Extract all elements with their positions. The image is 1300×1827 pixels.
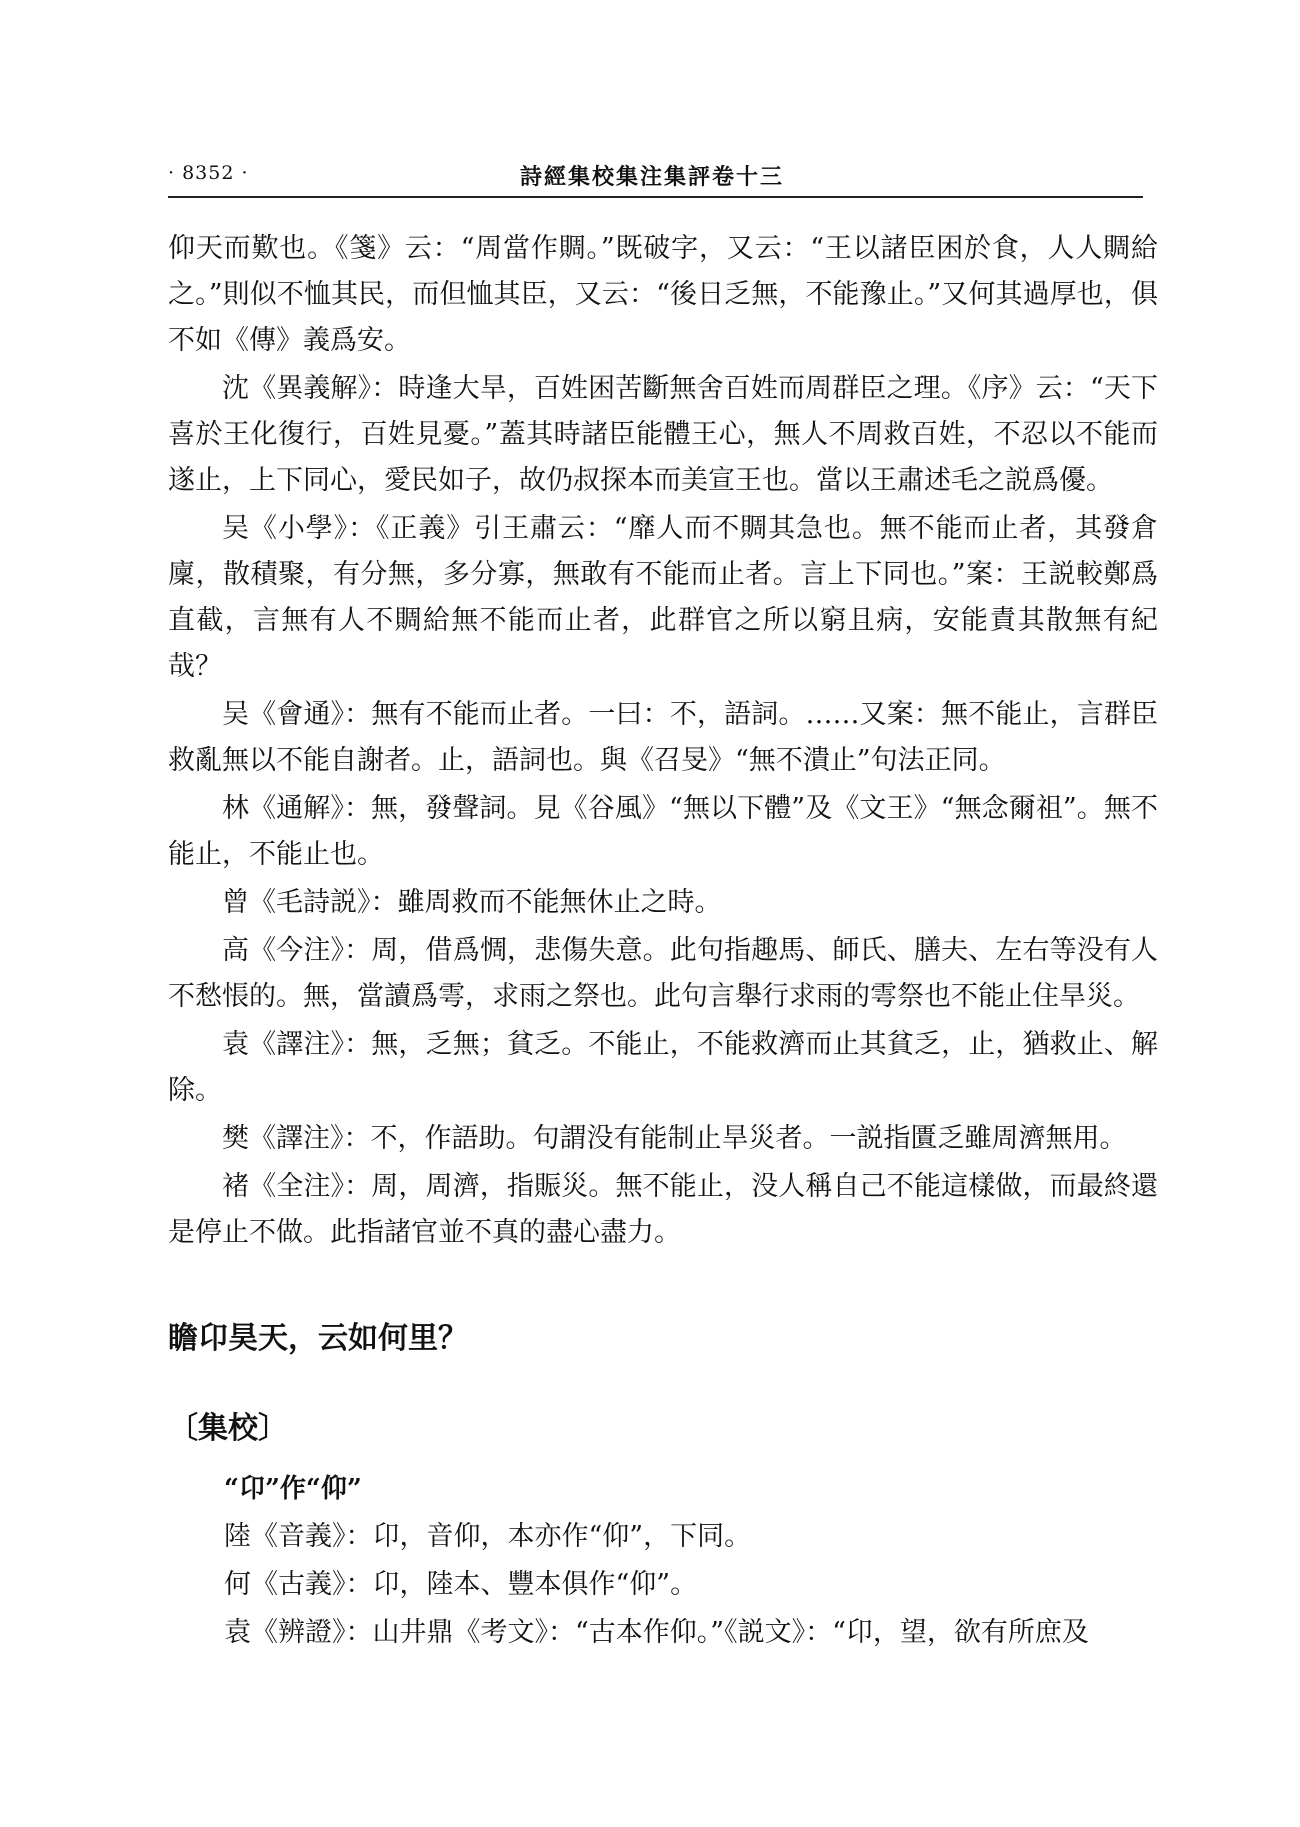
paragraph-wu-huitong: 吴《會通》：無有不能而止者。一曰：不，語詞。……又案：無不能止，言群臣救亂無以不能自謝者。止，語詞也。與《召旻》“無不潰止”句法正同。 xyxy=(168,699,1158,776)
running-title: 詩經集校集注集評卷十三 xyxy=(520,164,785,190)
paragraph-shen: 沈《異義解》：時逢大旱，百姓困苦斷無舍百姓而周群臣之理。《序》云：“天下喜於王化復行，百姓見憂。”蓋其時諸臣能體王心，無人不周救百姓，不忍以不能而遂止，上下同心，愛民如子，故仍叔探本而美宣王也。當以王肅述毛之説爲優。 xyxy=(168,373,1158,496)
paragraph-continued: 仰天而歎也。《箋》云：“周當作賙。”既破字，又云：“王以諸臣困於食，人人賙給之。”則似不恤其民，而但恤其臣，又云：“後日乏無，不能豫止。”又何其過厚也，俱不如《傳》義爲安。 xyxy=(168,233,1158,356)
paragraph-lin: 林《通解》：無，發聲詞。見《谷風》“無以下體”及《文王》“無念爾祖”。無不能止，不能止也。 xyxy=(168,793,1158,870)
page-number: · 8352 · xyxy=(168,162,249,184)
item-paragraph-he: 何《古義》：卬，陸本、豐本俱作“仰”。 xyxy=(224,1569,698,1600)
item-paragraph-lu: 陸《音義》：卬，音仰，本亦作“仰”，下同。 xyxy=(224,1521,752,1552)
paragraph-gao: 高《今注》：周，借爲惆，悲傷失意。此句指趣馬、師氏、膳夫、左右等没有人不愁悵的。無，當讀爲雩，求雨之祭也。此句言舉行求雨的雩祭也不能止住旱災。 xyxy=(168,935,1158,1012)
page-body xyxy=(168,226,1158,1658)
paragraph-chu: 褚《全注》：周，周濟，指賑災。無不能止，没人稱自己不能這樣做，而最終還是停止不做。此指諸官並不真的盡心盡力。 xyxy=(168,1171,1158,1248)
paragraph-yuan: 袁《譯注》：無，乏無；貧乏。不能止，不能救濟而止其貧乏，止，猶救止、解除。 xyxy=(168,1029,1158,1106)
section-title: 瞻卬昊天，云如何里？ xyxy=(168,1321,468,1356)
subsection-title: 〔集校〕 xyxy=(168,1411,288,1446)
header-rule xyxy=(168,196,1143,198)
item-heading: “卬”作“仰” xyxy=(224,1474,362,1504)
item-paragraph-yuan-bianzheng: 袁《辨證》：山井鼎《考文》：“古本作仰。”《説文》：“卬，望，欲有所庶及 xyxy=(224,1617,1089,1648)
paragraph-zeng: 曾《毛詩説》：雖周救而不能無休止之時。 xyxy=(222,887,722,918)
paragraph-fan: 樊《譯注》：不，作語助。句謂没有能制止旱災者。一説指匱乏雖周濟無用。 xyxy=(222,1123,1127,1154)
paragraph-wu-xiaoxue: 吴《小學》：《正義》引王肅云：“靡人而不賙其急也。無不能而止者，其發倉廩，散積聚，有分無，多分寡，無敢有不能而止者。言上下同也。”案：王説較鄭爲直截，言無有人不賙給無不能而止者，此群官之所以窮且病，安能責其散無有紀哉？ xyxy=(168,513,1158,682)
